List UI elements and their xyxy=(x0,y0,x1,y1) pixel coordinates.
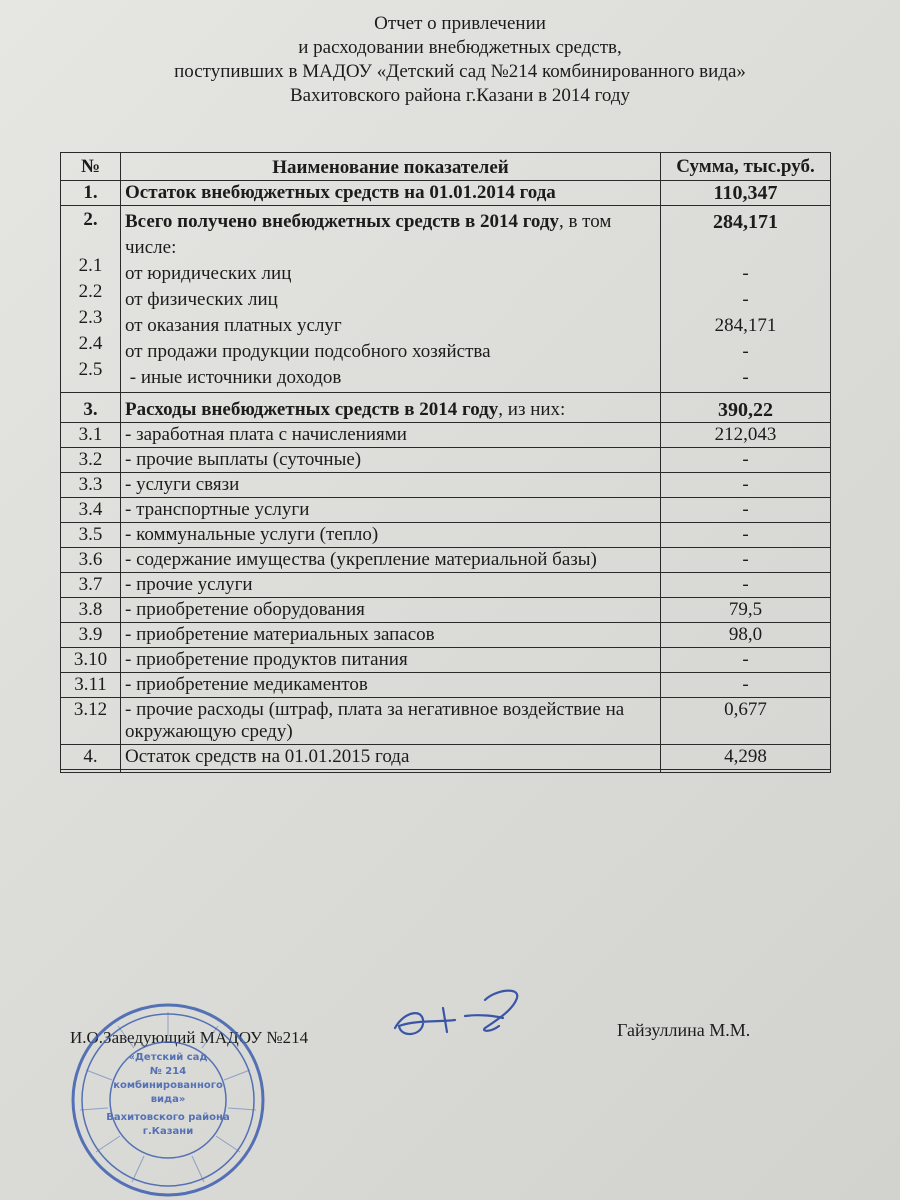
row-sum xyxy=(661,770,831,773)
row-sum: - xyxy=(661,573,831,598)
row-name: - коммунальные услуги (тепло) xyxy=(121,523,661,548)
table-row xyxy=(61,448,831,473)
row-name-bold: Расходы внебюджетных средств в 2014 году xyxy=(125,399,499,420)
signatory-position: И.О.Заведующий МАДОУ №214 xyxy=(70,1028,309,1047)
title-line-2: и расходовании внебюджетных средств, xyxy=(298,37,622,58)
row-name: - услуги связи xyxy=(121,473,661,498)
row-num: 3.5 xyxy=(61,523,121,548)
row-name: - приобретение медикаментов xyxy=(121,673,661,698)
spacer xyxy=(65,231,116,251)
row-name-rest: , из них: xyxy=(498,399,566,420)
stamp-text: вида» xyxy=(150,1094,186,1105)
table-row xyxy=(61,181,831,206)
row-name: Остаток внебюджетных средств на 01.01.2014 года xyxy=(121,181,661,206)
table-row xyxy=(61,573,831,598)
title-line-4: Вахитовского района г.Казани в 2014 году xyxy=(289,85,631,106)
sub-sum: 284,171 xyxy=(714,315,777,336)
row-sum: 284,171 xyxy=(713,211,778,233)
sub-num: 2.3 xyxy=(78,307,103,328)
row-sum: - xyxy=(661,523,831,548)
row-name: - приобретение материальных запасов xyxy=(121,623,661,648)
row-sum: 79,5 xyxy=(661,598,831,623)
table-row xyxy=(61,598,831,623)
stamp-text: комбинированного xyxy=(113,1080,223,1091)
row-num: 3.7 xyxy=(61,573,121,598)
table-row xyxy=(61,698,831,745)
sub-sum: - xyxy=(742,289,749,310)
sub-num: 2.4 xyxy=(78,333,103,354)
row-num: 3.3 xyxy=(61,473,121,498)
sub-name: от оказания платных услуг xyxy=(125,315,342,336)
sub-name: от продажи продукции подсобного хозяйства xyxy=(125,341,491,362)
table-row xyxy=(61,648,831,673)
sub-name: от юридических лиц xyxy=(125,263,292,284)
table-row xyxy=(61,673,831,698)
row-sum-group xyxy=(661,206,831,393)
row-sum: - xyxy=(661,648,831,673)
spacer xyxy=(665,235,826,261)
row-name-bold: Всего получено внебюджетных средств в 2014 году xyxy=(125,211,559,232)
row-name: - транспортные услуги xyxy=(121,498,661,523)
row-name: - прочие выплаты (суточные) xyxy=(121,448,661,473)
row-num xyxy=(61,770,121,773)
row-num: 3.11 xyxy=(61,673,121,698)
row-name: - заработная плата с начислениями xyxy=(121,423,661,448)
row-sum: - xyxy=(661,498,831,523)
document-title xyxy=(60,12,860,108)
stamp-text: Вахитовского района xyxy=(106,1112,230,1123)
row-name-group xyxy=(121,393,661,423)
row-sum: 98,0 xyxy=(661,623,831,648)
header-num: № xyxy=(61,153,121,181)
title-line-3: поступивших в МАДОУ «Детский сад №214 комбинированного вида» xyxy=(174,61,746,82)
row-sum: 390,22 xyxy=(661,393,831,423)
row-name: - приобретение продуктов питания xyxy=(121,648,661,673)
row-name: - содержание имущества (укрепление материальной базы) xyxy=(121,548,661,573)
sub-name: от физических лиц xyxy=(125,289,278,310)
handwritten-signature xyxy=(385,980,545,1050)
signatory-name: Гайзуллина М.М. xyxy=(617,1020,751,1040)
official-stamp xyxy=(68,1000,268,1200)
row-num: 3.2 xyxy=(61,448,121,473)
row-name: - приобретение оборудования xyxy=(121,598,661,623)
row-sum: - xyxy=(661,673,831,698)
row-name: Остаток средств на 01.01.2015 года xyxy=(121,745,661,770)
row-num: 3.12 xyxy=(61,698,121,745)
row-num: 2. xyxy=(83,209,98,230)
row-num: 3.8 xyxy=(61,598,121,623)
sub-num: 2.1 xyxy=(78,255,103,276)
signature-area xyxy=(0,980,900,1200)
row-sum: 110,347 xyxy=(661,181,831,206)
stamp-text: г.Казани xyxy=(142,1126,194,1137)
row-sum: - xyxy=(661,448,831,473)
table-row xyxy=(61,745,831,770)
row-name: - прочие расходы (штраф, плата за негативное воздействие на окружающую среду) xyxy=(121,698,661,745)
row-sum: 0,677 xyxy=(661,698,831,745)
row-num-group xyxy=(61,206,121,393)
table-row xyxy=(61,393,831,423)
row-name-rest: , в том числе: xyxy=(125,211,612,258)
table-row xyxy=(61,473,831,498)
sub-sum: - xyxy=(742,263,749,284)
report-table xyxy=(60,152,831,773)
table-row xyxy=(61,423,831,448)
table-row xyxy=(61,770,831,773)
row-name xyxy=(121,770,661,773)
sub-sum: - xyxy=(742,367,749,388)
row-sum: - xyxy=(661,548,831,573)
table-row xyxy=(61,498,831,523)
sub-num: 2.2 xyxy=(78,281,103,302)
row-num: 3.4 xyxy=(61,498,121,523)
row-sum: 4,298 xyxy=(661,745,831,770)
table-row xyxy=(61,623,831,648)
row-num: 3.1 xyxy=(61,423,121,448)
sub-num: 2.5 xyxy=(78,359,103,380)
row-num: 3. xyxy=(61,393,121,423)
row-num: 4. xyxy=(61,745,121,770)
row-num: 1. xyxy=(61,181,121,206)
row-name: - прочие услуги xyxy=(121,573,661,598)
sub-sum: - xyxy=(742,341,749,362)
table-row xyxy=(61,548,831,573)
row-name-group xyxy=(121,206,661,393)
row-sum: 212,043 xyxy=(661,423,831,448)
sub-name: - иные источники доходов xyxy=(125,367,342,388)
row-sum: - xyxy=(661,473,831,498)
row-num: 3.6 xyxy=(61,548,121,573)
stamp-text: «Детский сад xyxy=(128,1052,208,1063)
header-name: Наименование показателей xyxy=(121,153,661,181)
table-row xyxy=(61,206,831,393)
stamp-text: № 214 xyxy=(149,1066,187,1077)
table-row xyxy=(61,523,831,548)
row-num: 3.9 xyxy=(61,623,121,648)
row-num: 3.10 xyxy=(61,648,121,673)
title-line-1: Отчет о привлечении xyxy=(374,13,546,34)
table-header-row xyxy=(61,153,831,181)
header-sum: Сумма, тыс.руб. xyxy=(661,153,831,181)
